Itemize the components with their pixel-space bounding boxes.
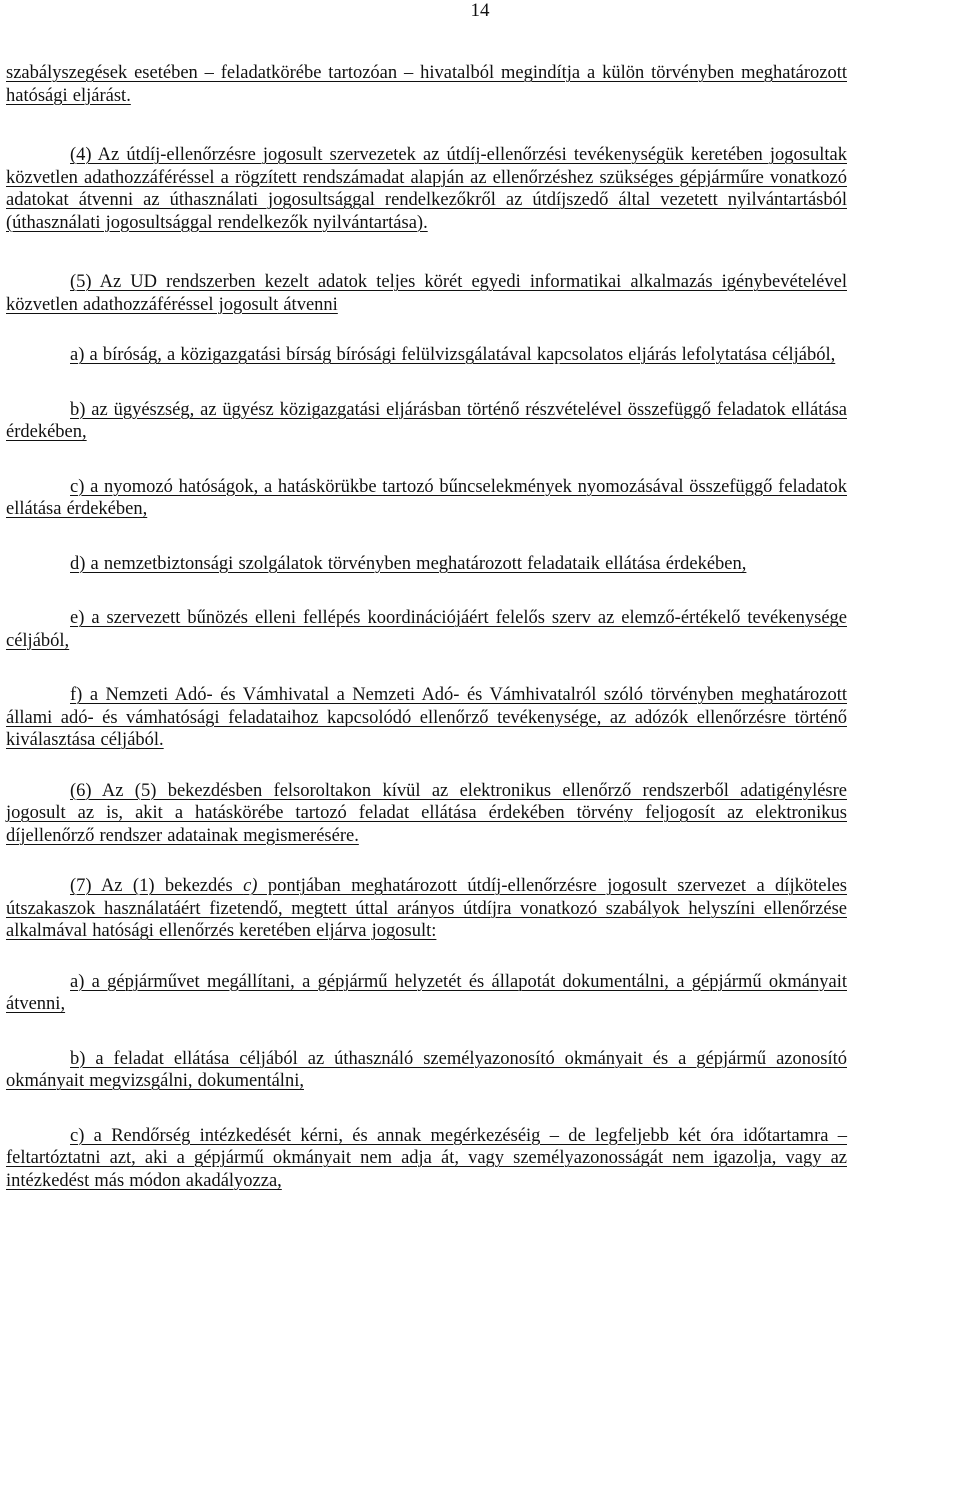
paragraph-continuation: szabályszegések esetében – feladatkörébe tartozóan – hivatalból megindítja a külön törvényben meghatározott hatósági eljárást. [6, 63, 847, 106]
sub-item-c: c) a Rendőrség intézkedését kérni, és annak megérkezéséig – de legfeljebb két óra időtartamra – feltartóztatni azt, aki a gépjármű okmányait nem adja át, vagy személyazonosságát nem igazolja, vagy az intézkedést más módon akadályozza, [6, 1125, 847, 1191]
paragraph-5: (5) Az UD rendszerben kezelt adatok teljes körét egyedi informatikai alkalmazás igénybevételével közvetlen adathozzáféréssel jogosult átvenni [6, 272, 847, 315]
document-body [6, 62, 847, 1192]
paragraph-7 [6, 875, 847, 943]
list-item-f: f) a Nemzeti Adó- és Vámhivatal a Nemzeti Adó- és Vámhivatalról szóló törvényben meghatározott állami adó- és vámhatósági feladataihoz kapcsolódó ellenőrző tevékenysége, az adózók ellenőrzésre történő kiválasztása céljából. [6, 685, 847, 750]
list-item-b: b) az ügyészség, az ügyész közigazgatási eljárásban történő részvételével összefüggő feladatok ellátása érdekében, [6, 399, 847, 442]
sub-item-a: a) a gépjárművet megállítani, a gépjármű helyzetét és állapotát dokumentálni, a gépjármű okmányait átvenni, [6, 971, 847, 1014]
page-number: 14 [470, 0, 490, 21]
list-item-c: c) a nyomozó hatóságok, a hatáskörükbe tartozó bűncselekmények nyomozásával összefüggő feladatok ellátása érdekében, [6, 476, 847, 519]
paragraph-7-italic-ref: c) [243, 876, 258, 896]
list-item-a: a) a bíróság, a közigazgatási bírság bírósági felülvizsgálatával kapcsolatos eljárás lefolytatása céljából, [70, 345, 836, 365]
list-item-e: e) a szervezett bűnözés elleni fellépés koordinációjáért felelős szerv az elemző-értékelő tevékenysége céljából, [6, 608, 847, 651]
paragraph-6: (6) Az (5) bekezdésben felsoroltakon kívül az elektronikus ellenőrző rendszerből adatigénylésre jogosult az is, akit a hatáskörébe tartozó feladat ellátása érdekében törvény feljogosít az elektronikus díjellenőrző rendszer adatainak megismerésére. [6, 780, 847, 846]
sub-item-b: b) a feladat ellátása céljából az úthasználó személyazonosító okmányait és a gépjármű azonosító okmányait megvizsgálni, dokumentálni, [6, 1048, 847, 1091]
paragraph-4: (4) Az útdíj-ellenőrzésre jogosult szervezetek az útdíj-ellenőrzési tevékenységük keretében jogosultak közvetlen adathozzáféréssel a rögzített rendszámadat alapján az ellenőrzéshez szükséges gépjárműre vonatkozó adatokat átvenni az úthasználati jogosultsággal rendelkezőkről az útdíjszedő által vezetett nyilvántartásból (úthasználati jogosultsággal rendelkezők nyilvántartása). [6, 145, 847, 233]
paragraph-7-start: (7) Az (1) bekezdés [70, 876, 244, 896]
list-item-d: d) a nemzetbiztonsági szolgálatok törvényben meghatározott feladataik ellátása érdekében, [70, 553, 747, 574]
paragraph-7-rest: pontjában meghatározott útdíj-ellenőrzésre jogosult szervezet a díjköteles útszakaszok használatáért fizetendő, megtett úttal arányos útdíjra vonatkozó szabályok helyszíni ellenőrzése alkalmával hatósági ellenőrzés keretében eljárva jogosult: [6, 876, 847, 941]
